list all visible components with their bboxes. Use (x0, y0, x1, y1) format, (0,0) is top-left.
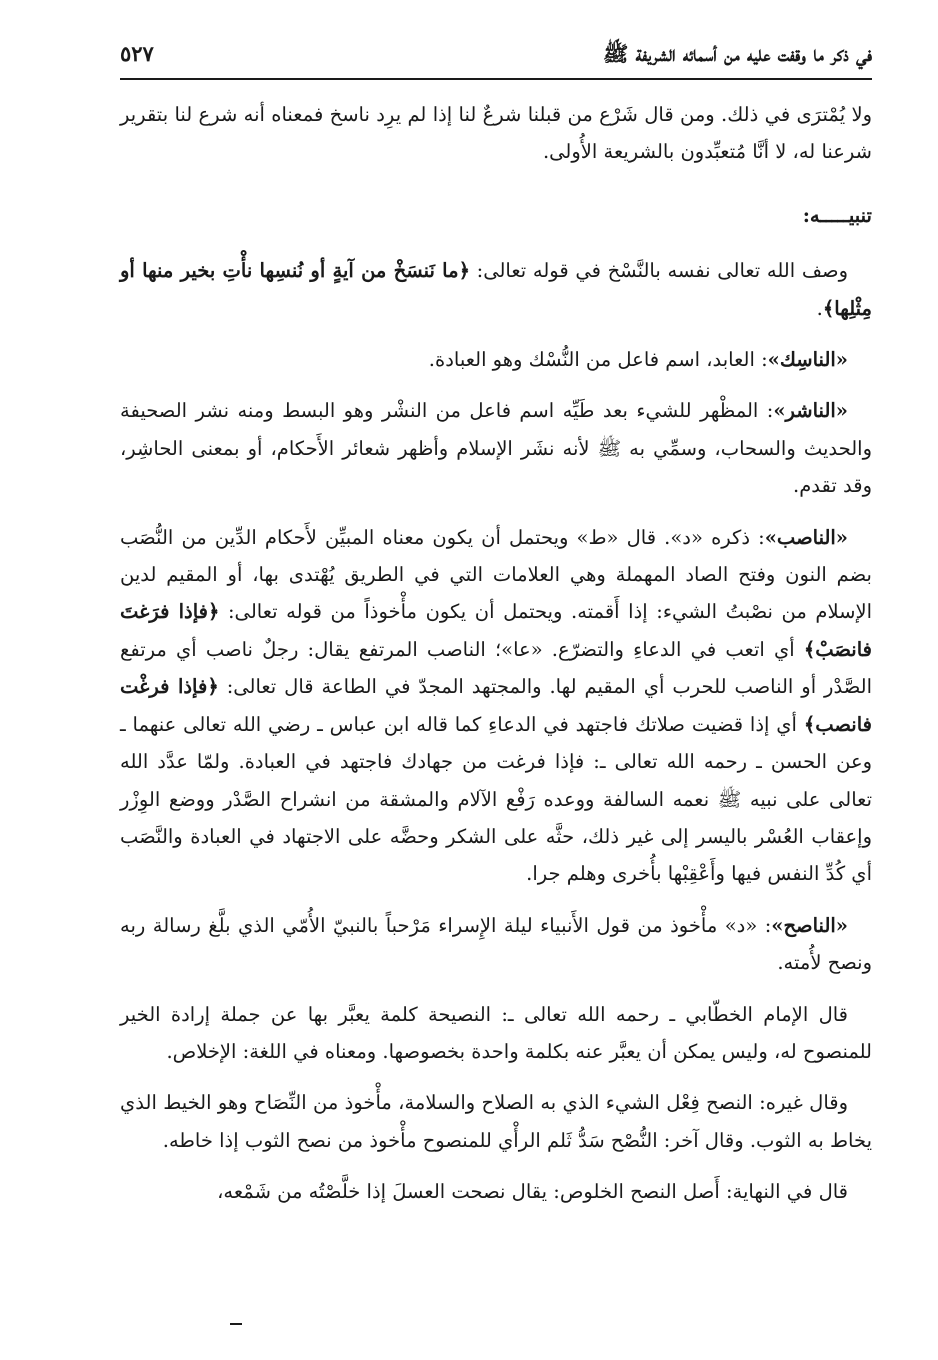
notice-heading (120, 197, 872, 234)
page-number: ٥٢٧ (120, 41, 154, 66)
paragraph (120, 996, 872, 1071)
paragraph (120, 1173, 872, 1210)
paragraph-text: قال في النهاية: أَصل النصح الخلوص: يقال نصحت العسلَ إذا خلَّصْتُه من شَمْعه، (217, 1180, 848, 1204)
paragraph (120, 392, 872, 504)
paragraph-text: : ذكره «د». قال «ط» ويحتمل أن يكون معناه المبيِّن لأَحكام الدِّين من النُّصَب بضم النون وفتح الصاد المهملة وهي العلامات التي في الطريق يُهْتدى بها، أو المقيم لدين الإسلام من نصْبتُ الشيء: إذا أَقمته. ويحتمل أن يكون مأْخوذاً من قوله تعالى: (120, 525, 873, 624)
paragraph (120, 1084, 872, 1159)
paragraph-text: ولا يُمْترَى في ذلك. ومن قال شَرْع من قبلنا شرعٌ لنا إذا لم يرِد ناسخ فمعناه أنه شرع لنا بتقرير شرعنا له، لا أنَّا مُتعبِّدون بالشريعة الأُولى. (120, 103, 872, 164)
paragraph (120, 96, 872, 171)
paragraph-text: وصف الله تعالى نفسه بالنَّسْخ في قوله تعالى: (470, 259, 848, 283)
page-body (120, 96, 872, 1211)
paragraph-text: . (816, 296, 823, 320)
paragraph (120, 519, 872, 893)
book-page (120, 36, 872, 1225)
running-header (120, 36, 872, 80)
paragraph-text: : العابد، اسم فاعل من النُّسْك وهو العبادة. (428, 348, 768, 372)
emphasized-text: «الناصح» (771, 913, 848, 937)
emphasized-text: «الناسِك» (767, 348, 848, 372)
paragraph-text: : «د» مأْخوذ من قول الأَنبياء ليلة الإِسراء مَرْحباً بالنبيّ الأُمّي الذي بلَّغ رسالة ربه ونصح لأُمته. (120, 913, 872, 975)
emphasized-text: «الناصب» (764, 525, 848, 549)
emphasized-text: «الناشر» (773, 399, 848, 423)
emphasized-text: تنبيـــــه: (802, 203, 872, 227)
paragraph-text: أي اتعب في الدعاءِ والتضرّع. «عا»؛ الناصب المرتفع يقال: رجلٌ ناصب أي مرتفع الصَّدْر أو الناصب للحرب أي المقيم لها. والمجتهد المجدّ في الطاعة قال تعالى: (120, 637, 872, 699)
emphasized-text: ﴿ما نَنسَخْ من آيةٍ أو نُنسِها نأْتِ بخير منها أو مِثْلِها﴾ (120, 259, 872, 320)
paragraph-text: قال الإمام الخطّابي ـ رحمه الله تعالى ـ: النصيحة كلمة يعبَّر بها عن جملة إرادة الخير للمنصوح له، وليس يمكن أن يعبَّر عنه بكلمة واحدة بخصوصها. ومعناه في اللغة: الإخلاص. (120, 1002, 872, 1063)
footer-mark (230, 1323, 242, 1325)
paragraph (120, 252, 872, 327)
paragraph-text: : المظْهر للشيء بعد طَيِّه اسم فاعل من النشْر وهو البسط ومنه نشر الصحيفة والحديث والسحاب، وسمِّي به ﷺ لأنه نشَر الإسلام وأظهر شعائر الأَحكام، أو بمعنى الحاشِر، وقد تقدم. (120, 399, 872, 498)
paragraph (120, 341, 872, 378)
emphasized-text: ﴿فإذا فرَغتَ فانصَبْ﴾ (120, 600, 872, 661)
emphasized-text: ﴿فإذا فرغْت فانصب﴾ (120, 675, 872, 736)
paragraph-text: أي إذا قضيت صلاتك فاجتهد في الدعاءِ كما قاله ابن عباس ـ رضي الله تعالى عنهما ـ وعن الحسن ـ رحمه الله تعالى ـ: فإذا فرغت من جهادك فاجتهد في العبادة. ولمّا عدَّد الله تعالى على نبيه ﷺ نعمه السالفة ووعده رَفْع الآلام والمشقة من انشراح الصَّدْر ووضع الوِزْر وإعقاب العُسْر باليسر إلى غير ذلك، حثَّه على الشكر وحضَّه على الاجتهاد في العبادة والنَّصَب أي كُدِّ النفس فيها وأَعْقِبْها بأُخرى وهلم جرا. (120, 712, 872, 886)
paragraph-text: وقال غيره: النصح فِعْل الشيء الذي به الصلاح والسلامة، مأْخوذ من النِّصَاح وهو الخيط الذي يخاط به الثوب. وقال آخر: النُّصْح سَدُّ ثَلم الرأْي للمنصوح مأْخوذ من نصح الثوب إذا خاطه. (120, 1091, 872, 1152)
header-title: في ذكر ما وقفت عليه من أسمائه الشريفة ﷺ (602, 41, 872, 66)
paragraph (120, 907, 872, 982)
